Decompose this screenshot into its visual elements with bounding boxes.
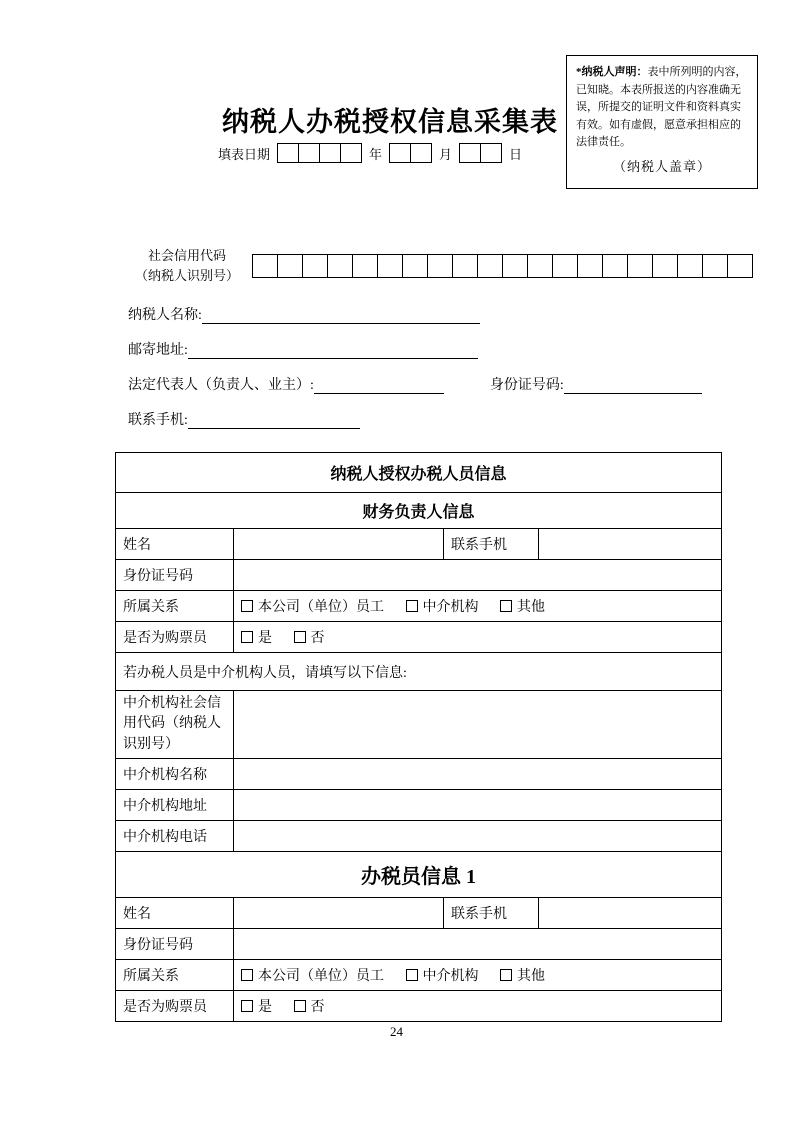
agency-note-row	[116, 653, 722, 691]
day-label: 日	[509, 146, 523, 162]
mail-address-label: 邮寄地址:	[128, 343, 188, 358]
year-boxes	[277, 143, 362, 163]
fill-box[interactable]	[477, 254, 503, 278]
fill-box[interactable]	[527, 254, 553, 278]
fill-box[interactable]	[298, 143, 320, 163]
checkbox-icon[interactable]	[500, 969, 512, 981]
finance-relation-row	[116, 591, 722, 622]
finance-purchaser-yes[interactable]	[241, 631, 272, 646]
finance-id-label: 身份证号码	[116, 560, 234, 591]
legal-rep-input[interactable]	[314, 377, 444, 394]
clerk-purchaser-no[interactable]	[294, 1000, 325, 1015]
checkbox-icon[interactable]	[241, 631, 253, 643]
fill-box[interactable]	[480, 143, 502, 163]
credit-code-label-line2: （纳税人识别号）	[134, 267, 239, 283]
agency-credit-code-row	[116, 691, 722, 759]
option-label: 本公司（单位）员工	[258, 968, 384, 984]
fill-box[interactable]	[352, 254, 378, 278]
option-label: 其他	[517, 968, 545, 984]
agency-address-row	[116, 789, 722, 820]
fill-box[interactable]	[252, 254, 278, 278]
legal-rep-row	[128, 374, 778, 394]
legal-rep-label: 法定代表人（负责人、业主）:	[128, 378, 314, 393]
checkbox-icon[interactable]	[406, 600, 418, 612]
taxpayer-name-input[interactable]	[202, 307, 480, 324]
agency-address-label: 中介机构地址	[116, 789, 234, 820]
clerk-phone-input[interactable]	[539, 897, 722, 928]
identity-section	[128, 246, 778, 429]
declaration-body: 表中所列明的内容，已知晓。本表所报送的内容准确无误，所提交的证明文件和资料真实有效。如有虚假，愿意承担相应的法律责任。	[576, 66, 747, 149]
checkbox-icon[interactable]	[241, 1000, 253, 1012]
year-label: 年	[369, 146, 383, 162]
checkbox-icon[interactable]	[294, 1000, 306, 1012]
clerk-purchaser-label: 是否为购票员	[116, 990, 234, 1021]
page-number: 24	[390, 1024, 403, 1039]
agency-phone-label: 中介机构电话	[116, 820, 234, 851]
credit-code-label	[128, 246, 246, 285]
agency-phone-input[interactable]	[234, 820, 722, 851]
clerk-relation-option-agency[interactable]	[406, 969, 479, 984]
finance-purchaser-no[interactable]	[294, 631, 325, 646]
fill-box[interactable]	[502, 254, 528, 278]
table-header-row	[116, 453, 722, 493]
clerk-relation-option-other[interactable]	[500, 969, 545, 984]
fill-box[interactable]	[277, 254, 303, 278]
agency-name-row	[116, 758, 722, 789]
option-label: 是	[258, 631, 272, 646]
taxpayer-stamp-label: （纳税人盖章）	[612, 158, 711, 174]
clerk-name-label: 姓名	[116, 897, 234, 928]
fill-box[interactable]	[652, 254, 678, 278]
finance-purchaser-row	[116, 622, 722, 653]
finance-purchaser-options	[234, 622, 722, 653]
finance-purchaser-label: 是否为购票员	[116, 622, 234, 653]
fill-box[interactable]	[552, 254, 578, 278]
checkbox-icon[interactable]	[241, 600, 253, 612]
clerk-relation-option-employee[interactable]	[241, 969, 384, 984]
clerk-purchaser-options	[234, 990, 722, 1021]
finance-phone-input[interactable]	[539, 529, 722, 560]
fill-box[interactable]	[602, 254, 628, 278]
fill-box[interactable]	[577, 254, 603, 278]
fill-box[interactable]	[427, 254, 453, 278]
agency-credit-code-label: 中介机构社会信用代码（纳税人识别号）	[116, 691, 234, 759]
checkbox-icon[interactable]	[294, 631, 306, 643]
contact-phone-input[interactable]	[188, 412, 360, 429]
clerk-section-header-row	[116, 851, 722, 897]
finance-relation-option-employee[interactable]	[241, 600, 384, 615]
checkbox-icon[interactable]	[500, 600, 512, 612]
fill-box[interactable]	[677, 254, 703, 278]
finance-name-label: 姓名	[116, 529, 234, 560]
finance-name-row	[116, 529, 722, 560]
agency-note: 若办税人员是中介机构人员，请填写以下信息:	[116, 653, 722, 691]
agency-address-input[interactable]	[234, 789, 722, 820]
authorized-personnel-table	[115, 452, 722, 1022]
clerk-section-title: 办税员信息 1	[116, 851, 722, 897]
credit-code-label-line1: 社会信用代码	[147, 248, 226, 263]
clerk-purchaser-yes[interactable]	[241, 1000, 272, 1015]
day-boxes	[459, 143, 502, 163]
fill-box[interactable]	[302, 254, 328, 278]
finance-id-row	[116, 560, 722, 591]
clerk-relation-row	[116, 959, 722, 990]
clerk-purchaser-row	[116, 990, 722, 1021]
fill-box[interactable]	[402, 254, 428, 278]
option-label: 其他	[517, 600, 545, 615]
checkbox-icon[interactable]	[241, 969, 253, 981]
finance-id-input[interactable]	[234, 560, 722, 591]
fill-box[interactable]	[389, 143, 411, 163]
credit-code-boxes	[252, 254, 753, 278]
clerk-id-row	[116, 928, 722, 959]
taxpayer-name-row	[128, 304, 778, 324]
table-header: 纳税人授权办税人员信息	[116, 453, 722, 493]
credit-code-row	[128, 246, 778, 285]
fill-box[interactable]	[340, 143, 362, 163]
finance-phone-label: 联系手机	[444, 529, 539, 560]
agency-credit-code-input[interactable]	[234, 691, 722, 759]
month-boxes	[389, 143, 432, 163]
fill-date-row	[218, 143, 522, 163]
clerk-relation-options	[234, 959, 722, 990]
fill-date-label: 填表日期	[218, 146, 271, 162]
fill-box[interactable]	[319, 143, 341, 163]
contact-phone-row	[128, 409, 778, 429]
option-label: 是	[258, 999, 272, 1015]
month-label: 月	[439, 146, 453, 162]
option-label: 中介机构	[422, 600, 479, 615]
finance-relation-options	[234, 591, 722, 622]
fill-box[interactable]	[459, 143, 481, 163]
option-label: 本公司（单位）员工	[258, 600, 384, 615]
finance-section-header-row	[116, 493, 722, 529]
form-title: 纳税人办税授权信息采集表	[222, 107, 558, 137]
id-number-label: 身份证号码:	[489, 378, 564, 393]
finance-section-title: 财务负责人信息	[116, 493, 722, 529]
option-label: 中介机构	[422, 968, 479, 984]
mail-address-row	[128, 339, 778, 359]
fill-box[interactable]	[410, 143, 432, 163]
id-number-input[interactable]	[564, 377, 702, 394]
checkbox-icon[interactable]	[406, 969, 418, 981]
finance-relation-option-other[interactable]	[500, 600, 545, 615]
fill-box[interactable]	[277, 143, 299, 163]
agency-name-label: 中介机构名称	[116, 758, 234, 789]
option-label: 否	[310, 631, 325, 646]
finance-relation-option-agency[interactable]	[406, 600, 479, 615]
fill-box[interactable]	[452, 254, 478, 278]
clerk-name-input[interactable]	[234, 897, 444, 928]
contact-phone-label: 联系手机:	[128, 413, 188, 428]
fill-box[interactable]	[377, 254, 403, 278]
clerk-relation-label: 所属关系	[116, 959, 234, 990]
clerk-phone-label: 联系手机	[444, 897, 539, 928]
finance-relation-label: 所属关系	[116, 591, 234, 622]
fill-box[interactable]	[702, 254, 728, 278]
clerk-name-row	[116, 897, 722, 928]
fill-box[interactable]	[627, 254, 653, 278]
fill-box[interactable]	[327, 254, 353, 278]
clerk-id-label: 身份证号码	[116, 928, 234, 959]
mail-address-input[interactable]	[188, 342, 478, 359]
declaration-label: *纳税人声明：	[576, 66, 648, 78]
agency-phone-row	[116, 820, 722, 851]
finance-name-input[interactable]	[234, 529, 444, 560]
fill-box[interactable]	[727, 254, 753, 278]
agency-name-input[interactable]	[234, 758, 722, 789]
option-label: 否	[310, 999, 325, 1015]
clerk-id-input[interactable]	[234, 928, 722, 959]
taxpayer-name-label: 纳税人名称:	[128, 308, 202, 323]
